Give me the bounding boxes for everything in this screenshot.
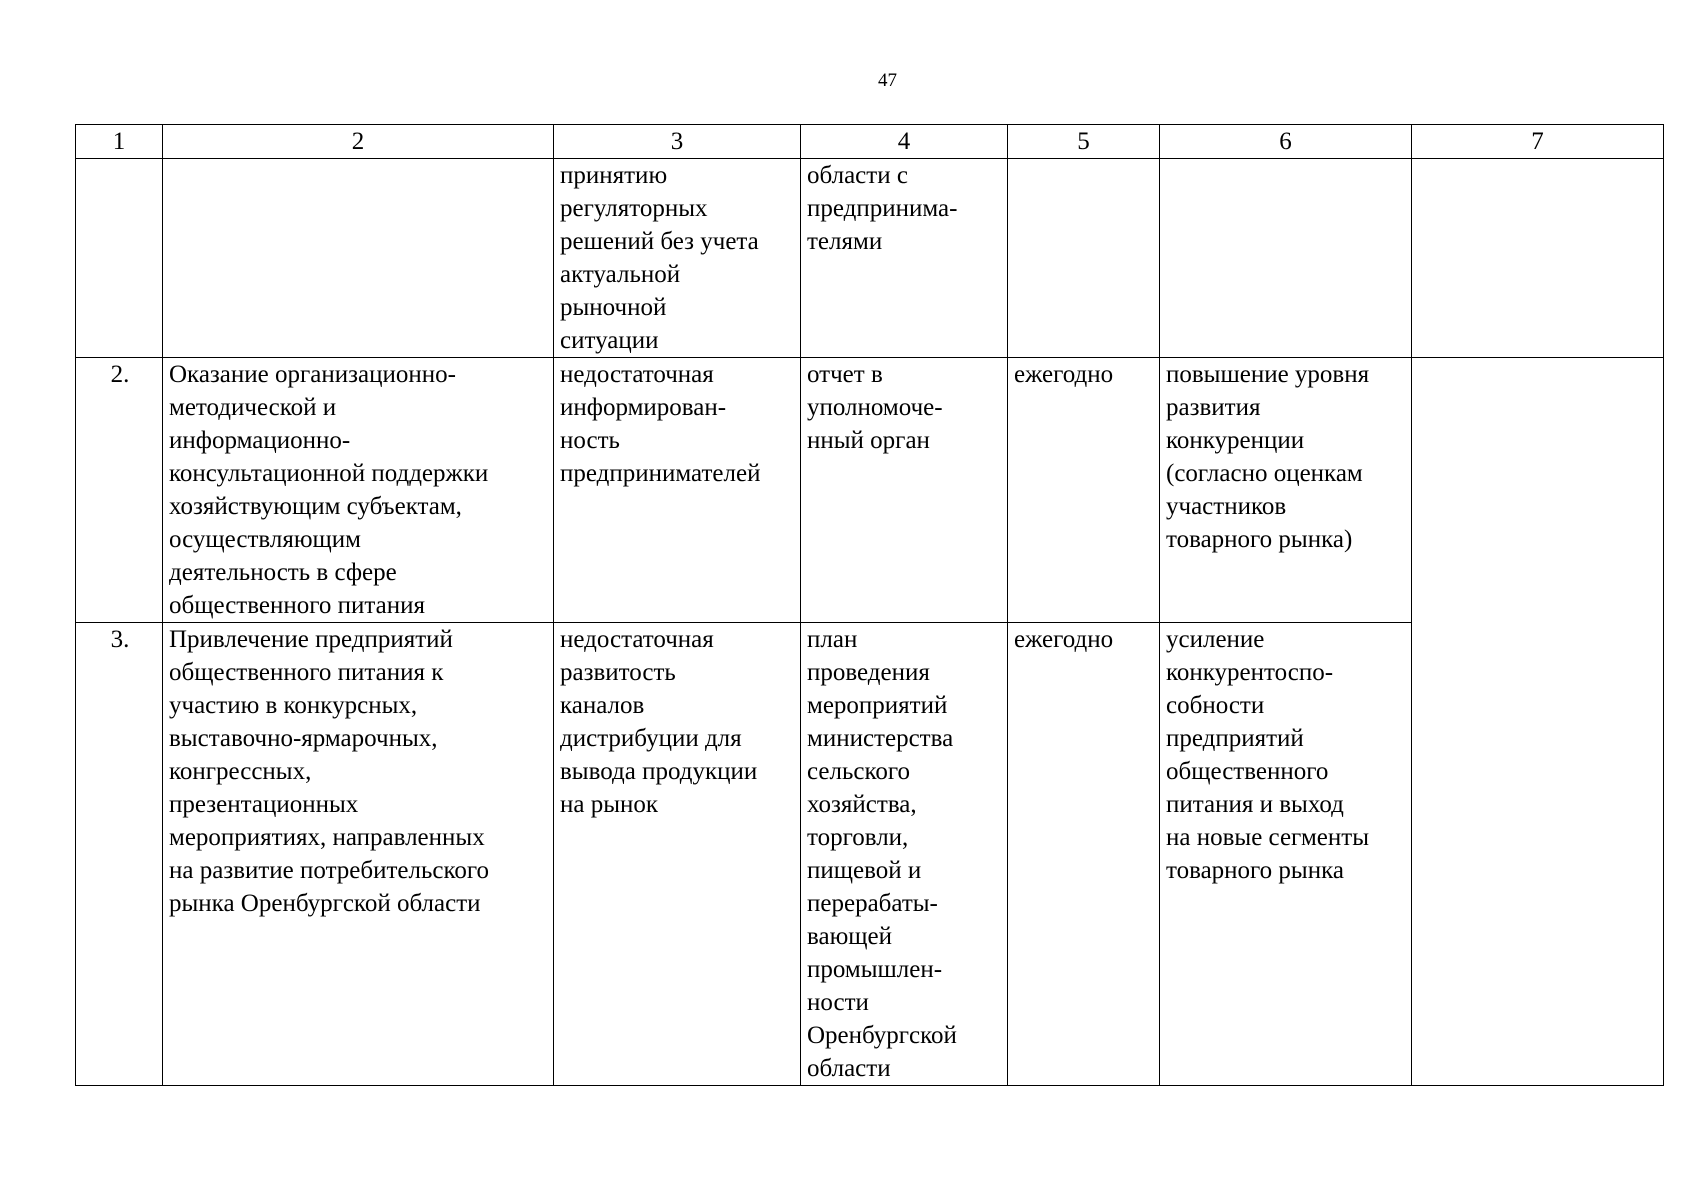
cell-line: план (807, 626, 858, 653)
cell-line: предпринимателей (560, 460, 761, 487)
cell-line: участников (1166, 493, 1287, 520)
cell-line: вывода продукции (560, 758, 758, 785)
column-header-4: 4 (801, 125, 1008, 159)
cell-line: принятию (560, 162, 668, 189)
cell-line: проведения (807, 659, 930, 686)
cell-line: области (807, 1055, 891, 1082)
cell-line: общественного (1166, 758, 1329, 785)
cell-line: отчет в (807, 361, 883, 388)
measure-cell (163, 159, 554, 358)
cell-line: презентационных (169, 791, 359, 818)
column-header-7: 7 (1412, 125, 1664, 159)
cell-line: конкурентоспо- (1166, 659, 1334, 686)
cell-line: предпринима- (807, 195, 958, 222)
term-cell (1008, 358, 1160, 623)
cell-line: Оренбургской (807, 1022, 957, 1049)
cell-line: рынка Оренбургской области (169, 890, 481, 917)
cell-line: ность (560, 427, 620, 454)
measure-cell (163, 623, 554, 1086)
problem-cell (554, 358, 801, 623)
cell-line: сельского (807, 758, 910, 785)
cell-line: регуляторных (560, 195, 708, 222)
measure-cell (163, 358, 554, 623)
cell-line: вающей (807, 923, 892, 950)
cell-line: Привлечение предприятий (169, 626, 453, 653)
table-row (76, 159, 1664, 358)
cell-line: питания и выход (1166, 791, 1344, 818)
responsible-cell-merged (1412, 358, 1664, 1086)
cell-line: осуществляющим (169, 526, 361, 553)
column-header-2: 2 (163, 125, 554, 159)
cell-line: нный орган (807, 427, 930, 454)
cell-line: министерства (807, 725, 954, 752)
cell-line: телями (807, 228, 883, 255)
cell-line: конкуренции (1166, 427, 1305, 454)
cell-line: области с (807, 162, 908, 189)
cell-line: (согласно оценкам (1166, 460, 1363, 487)
cell-line: консультационной поддержки (169, 460, 489, 487)
document-cell (801, 623, 1008, 1086)
cell-line: выставочно-ярмарочных, (169, 725, 438, 752)
cell-line: мероприятий (807, 692, 948, 719)
cell-line: промышлен- (807, 956, 943, 983)
column-header-3: 3 (554, 125, 801, 159)
row-number-cell: 2. (76, 358, 163, 623)
column-header-6: 6 (1160, 125, 1412, 159)
cell-line: пищевой и (807, 857, 922, 884)
cell-line: решений без учета (560, 228, 759, 255)
cell-line: торговли, (807, 824, 909, 851)
cell-line: уполномоче- (807, 394, 943, 421)
cell-line: предприятий (1166, 725, 1304, 752)
cell-line: дистрибуции для (560, 725, 742, 752)
document-cell (801, 159, 1008, 358)
cell-line: собности (1166, 692, 1265, 719)
cell-line: на новые сегменты (1166, 824, 1369, 851)
problem-cell (554, 623, 801, 1086)
responsible-cell (1412, 159, 1664, 358)
cell-line: усиление (1166, 626, 1265, 653)
cell-line: рыночной (560, 294, 667, 321)
row-number-cell: 3. (76, 623, 163, 1086)
cell-line: недостаточная (560, 626, 714, 653)
measures-table (75, 124, 1664, 1086)
cell-line: перерабаты- (807, 890, 938, 917)
column-header-5: 5 (1008, 125, 1160, 159)
term-cell (1008, 623, 1160, 1086)
cell-line: деятельность в сфере (169, 559, 397, 586)
cell-line: развития (1166, 394, 1261, 421)
table-row (76, 358, 1664, 623)
cell-line: каналов (560, 692, 645, 719)
cell-line: товарного рынка (1166, 857, 1344, 884)
row-number-cell (76, 159, 163, 358)
result-cell (1160, 159, 1412, 358)
term-cell (1008, 159, 1160, 358)
cell-line: развитость (560, 659, 676, 686)
cell-line: Оказание организационно- (169, 361, 456, 388)
page-number: 47 (878, 70, 897, 91)
column-header-1: 1 (76, 125, 163, 159)
cell-line: ности (807, 989, 869, 1016)
cell-line: участию в конкурсных, (169, 692, 418, 719)
cell-line: товарного рынка) (1166, 526, 1353, 553)
cell-line: мероприятиях, направленных (169, 824, 485, 851)
cell-line: хозяйства, (807, 791, 917, 818)
cell-line: общественного питания (169, 592, 425, 619)
cell-line: информирован- (560, 394, 727, 421)
cell-line: ситуации (560, 327, 659, 354)
header-row (76, 125, 1664, 159)
problem-cell (554, 159, 801, 358)
document-cell (801, 358, 1008, 623)
cell-line: ежегодно (1014, 626, 1114, 653)
result-cell (1160, 623, 1412, 1086)
cell-line: повышение уровня (1166, 361, 1370, 388)
result-cell (1160, 358, 1412, 623)
cell-line: на развитие потребительского (169, 857, 490, 884)
cell-line: общественного питания к (169, 659, 444, 686)
cell-line: информационно- (169, 427, 351, 454)
cell-line: хозяйствующим субъектам, (169, 493, 462, 520)
cell-line: на рынок (560, 791, 659, 818)
cell-line: конгрессных, (169, 758, 312, 785)
cell-line: актуальной (560, 261, 681, 288)
cell-line: ежегодно (1014, 361, 1114, 388)
cell-line: методической и (169, 394, 337, 421)
cell-line: недостаточная (560, 361, 714, 388)
